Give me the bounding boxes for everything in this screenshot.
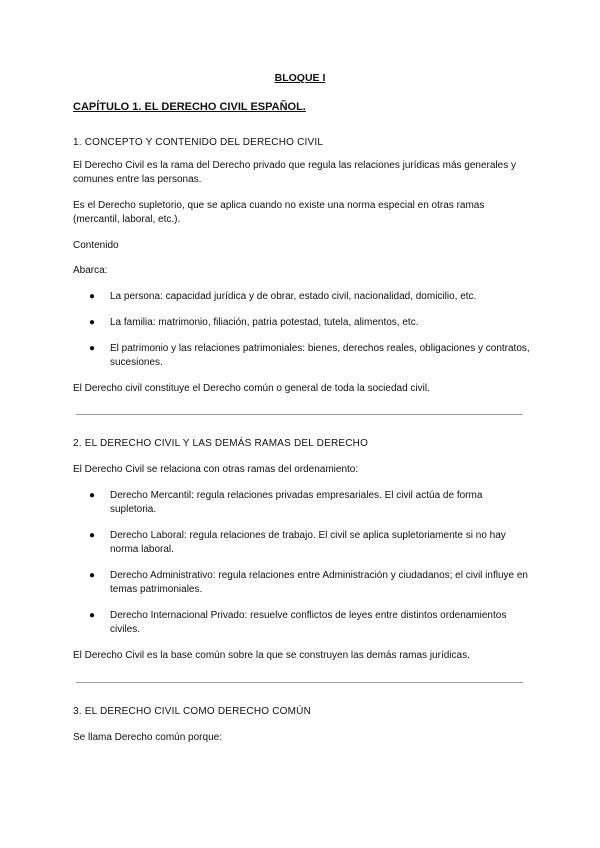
- section-2-heading: 2. EL DERECHO CIVIL Y LAS DEMÁS RAMAS DEL DERECHO: [73, 438, 369, 449]
- section-divider: [76, 682, 523, 683]
- section-1-list-item: La familia: matrimonio, filiación, patria potestad, tutela, alimentos, etc.: [110, 317, 419, 328]
- section-2-closing: El Derecho Civil es la base común sobre la que se construyen las demás ramas jurídicas.: [73, 650, 470, 661]
- section-1-heading: 1. CONCEPTO Y CONTENIDO DEL DERECHO CIVIL: [73, 137, 324, 148]
- bullet-icon: ●: [89, 530, 96, 541]
- bullet-icon: ●: [89, 291, 96, 302]
- section-2-list-item: Derecho Administrativo: regula relaciones entre Administración y ciudadanos; el civil influye en temas patrimoniales.: [110, 570, 528, 595]
- section-1-list-item: El patrimonio y las relaciones patrimoniales: bienes, derechos reales, obligaciones y contratos, sucesiones.: [110, 343, 530, 368]
- chapter-title: CAPÍTULO 1. EL DERECHO CIVIL ESPAÑOL.: [73, 101, 306, 113]
- section-1-paragraph-1: El Derecho Civil es la rama del Derecho privado que regula las relaciones jurídicas más generales y comunes entre las personas.: [73, 160, 516, 185]
- bullet-icon: ●: [89, 343, 96, 354]
- section-2-list-item: Derecho Laboral: regula relaciones de trabajo. El civil se aplica supletoriamente si no hay norma laboral.: [110, 530, 506, 555]
- bullet-icon: ●: [89, 317, 96, 328]
- bullet-icon: ●: [89, 490, 96, 501]
- section-2-list-item: Derecho Internacional Privado: resuelve conflictos de leyes entre distintos ordenamientos civiles.: [110, 610, 507, 635]
- bullet-icon: ●: [89, 570, 96, 581]
- block-title: BLOQUE I: [274, 72, 326, 84]
- section-2-intro: El Derecho Civil se relaciona con otras ramas del ordenamiento:: [73, 464, 359, 475]
- section-1-closing: El Derecho civil constituye el Derecho común o general de toda la sociedad civil.: [73, 383, 430, 394]
- section-1-list-item: La persona: capacidad jurídica y de obrar, estado civil, nacionalidad, domicilio, etc.: [110, 291, 477, 302]
- section-1-contenido: Contenido: [73, 240, 119, 251]
- section-3-heading: 3. EL DERECHO CIVIL COMO DERECHO COMÚN: [73, 706, 312, 717]
- section-1-paragraph-2: Es el Derecho supletorio, que se aplica cuando no existe una norma especial en otras ramas (mercantil, laboral, etc.).: [73, 200, 485, 225]
- section-1-abarca: Abarca:: [73, 265, 108, 276]
- section-2-list-item: Derecho Mercantil: regula relaciones privadas empresariales. El civil actúa de forma supletoria.: [110, 490, 483, 515]
- section-3-intro: Se llama Derecho común porque:: [73, 732, 222, 743]
- section-divider: [76, 414, 523, 415]
- bullet-icon: ●: [89, 610, 96, 621]
